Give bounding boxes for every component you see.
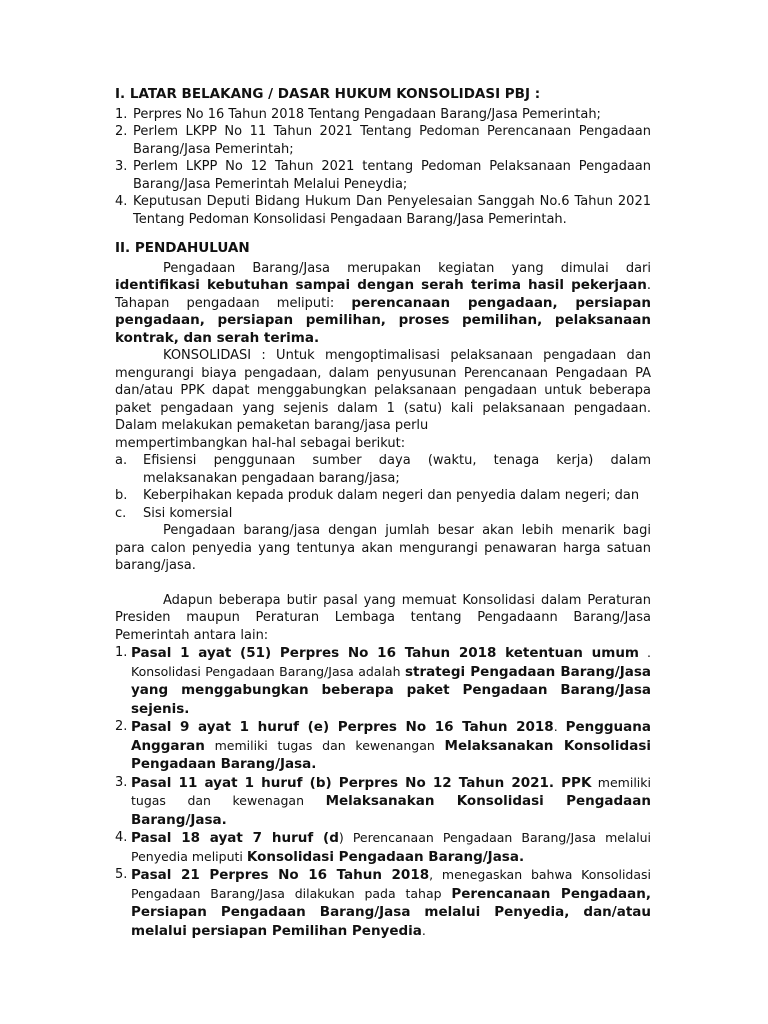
list-item: a. Efisiensi penggunaan sumber daya (waktu, tenaga kerja) dalam melaksanakan pengadaan barang/jasa; [115,453,651,486]
document-body [115,86,651,940]
section-1-title: I. LATAR BELAKANG / DASAR HUKUM KONSOLIDASI PBJ : [115,86,541,102]
pasal-intro-paragraph: Adapun beberapa butir pasal yang memuat Konsolidasi dalam Peraturan Presiden maupun Peraturan Lembaga tentang Pengadaann Barang/Jasa Pemerintah antara lain: [115,592,651,643]
spacer [115,575,651,592]
criteria-intro: mempertimbangkan hal-hal sebagai berikut: [115,435,406,451]
konsolidasi-paragraph: KONSOLIDASI : Untuk mengoptimalisasi pelaksanaan pengadaan dan mengurangi biaya pengadaan, dalam penyusunan Perencanaan Pengadaan PA dan/atau PPK dapat menggabungkan pelaksanaan pengadaan untuk beberapa paket pengadaan yang sejenis dalam 1 (satu) kali pelaksanaan pengadaan. Dalam melakukan pemaketan barang/jasa perlu [115,348,651,433]
list-item: 1. Perpres No 16 Tahun 2018 Tentang Pengadaan Barang/Jasa Pemerintah; [115,106,601,122]
list-item: c. Sisi komersial [115,505,233,521]
list-item: 1. Pasal 1 ayat (51) Perpres No 16 Tahun 2018 ketentuan umum . Konsolidasi Pengadaan Barang/Jasa adalah strategi Pengadaan Barang/Jasa yang menggabungkan beberapa paket Pengadaan Barang/Jasa sejenis. [115,645,651,717]
list-item: 2. Perlem LKPP No 11 Tahun 2021 Tentang Pedoman Perencanaan Pengadaan Barang/Jasa Pemerintah; [115,124,651,157]
legal-basis-list [115,106,651,229]
list-item: b. Keberpihakan kepada produk dalam negeri dan penyedia dalam negeri; dan [115,488,640,503]
list-item: 4. Pasal 18 ayat 7 huruf (d) Perencanaan Pengadaan Barang/Jasa melalui Penyedia meliputi Konsolidasi Pengadaan Barang/Jasa. [115,830,651,865]
bulk-paragraph: Pengadaan barang/jasa dengan jumlah besar akan lebih menarik bagi para calon penyedia yang tentunya akan mengurangi penawaran harga satuan barang/jasa. [115,523,651,573]
pasal-list [115,644,651,940]
list-item: 5. Pasal 21 Perpres No 16 Tahun 2018, menegaskan bahwa Konsolidasi Pengadaan Barang/Jasa dilakukan pada tahap Perencanaan Pengadaan, Persiapan Pengadaan Barang/Jasa melalui Penyedia, dan/atau melalui persiapan Pemilihan Penyedia. [115,867,652,939]
list-item: 2. Pasal 9 ayat 1 huruf (e) Perpres No 16 Tahun 2018. Pengguana Anggaran memiliki tugas dan kewenangan Melaksanakan Konsolidasi Pengadaan Barang/Jasa. [115,719,651,772]
list-item: 3. Perlem LKPP No 12 Tahun 2021 tentang Pedoman Pelaksanaan Pengadaan Barang/Jasa Pemerintah Melalui Peneydia; [115,159,651,192]
intro-paragraph: Pengadaan Barang/Jasa merupakan kegiatan yang dimulai dari identifikasi kebutuhan sampai dengan serah terima hasil pekerjaan. Tahapan pengadaan meliputi: perencanaan pengadaan, persiapan pengadaan, persiapan pemilihan, proses pemilihan, pelaksanaan kontrak, dan serah terima. [115,260,651,346]
list-item: 4. Keputusan Deputi Bidang Hukum Dan Penyelesaian Sanggah No.6 Tahun 2021 Tentang Pedoman Konsolidasi Pengadaan Barang/Jasa Pemerintah. [115,194,651,227]
section-2-title: II. PENDAHULUAN [115,240,250,256]
criteria-list [115,452,651,522]
list-item: 3. Pasal 11 ayat 1 huruf (b) Perpres No 12 Tahun 2021. PPK memiliki tugas dan kewenagan Melaksanakan Konsolidasi Pengadaan Barang/Jasa. [115,774,651,828]
